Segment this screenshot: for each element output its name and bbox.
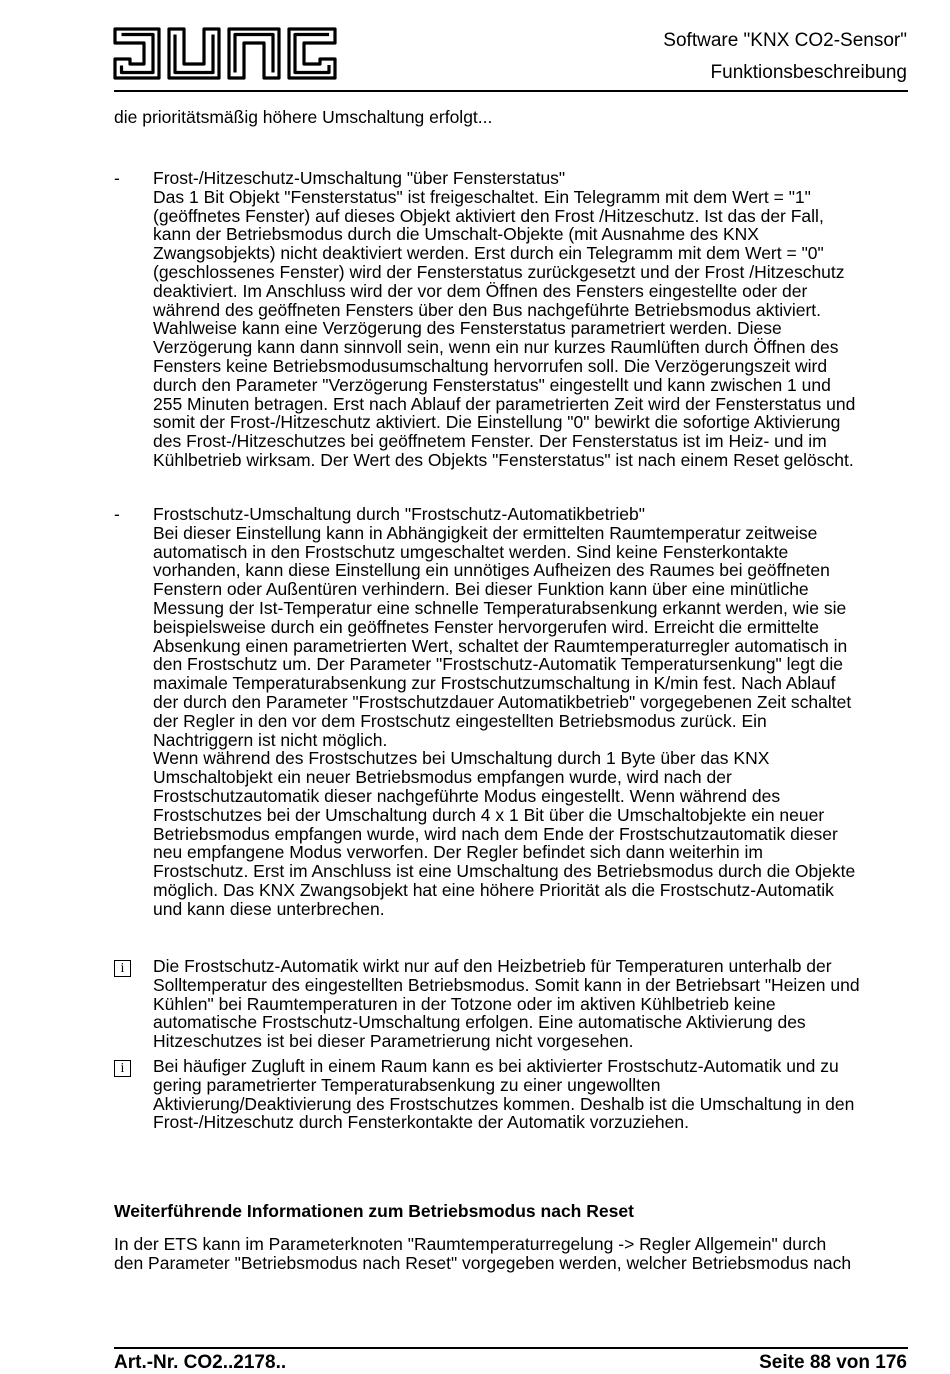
text-line: In der ETS kann im Parameterknoten "Raumtemperaturregelung -> Regler Allgemein" durch (114, 1234, 827, 1254)
text-line: Solltemperatur des eingestellten Betriebsmodus. Somit kann in der Betriebsart "Heizen und (153, 974, 860, 995)
text-line: Frostschutzes bei der Umschaltung durch 4 x 1 Bit über die Umschaltobjekte ein neuer (153, 804, 825, 825)
item-2-text (153, 505, 855, 919)
text-line: Fensters keine Betriebsmodusumschaltung hervorrufen soll. Die Verzögerungszeit wird (153, 355, 828, 376)
text-line: gering parametrierter Temperaturabsenkung zu einer ungewollten (153, 1074, 661, 1095)
text-line: den Frostschutz um. Der Parameter "Frostschutz-Automatik Temperatursenkung" legt die (153, 654, 844, 675)
document-title: Software "KNX CO2-Sensor" (663, 30, 907, 51)
text-line: Messung der Ist-Temperatur eine schnelle Temperaturabsenkung erkannt werden, wie sie (153, 597, 847, 618)
text-line: und kann diese unterbrechen. (153, 898, 385, 919)
text-line: neu empfangene Modus verworfen. Der Regler befindet sich dann weiterhin im (153, 842, 763, 863)
bullet-dash: - (114, 168, 120, 188)
text-line: Wenn während des Frostschutzes bei Umschaltung durch 1 Byte über das KNX (153, 748, 770, 769)
text-line: automatisch in den Frostschutz umgeschaltet werden. Sind keine Fensterkontakte (153, 541, 789, 562)
note-1-text (153, 957, 860, 1051)
section-heading: Weiterführende Informationen zum Betriebsmodus nach Reset (114, 1201, 634, 1221)
text-line: maximale Temperaturabsenkung zur Frostschutzumschaltung in K/min fest. Nach Ablauf (153, 673, 836, 694)
text-line: während des geöffneten Fensters über den Bus nachgeführte Betriebsmodus aktiviert. (153, 299, 821, 320)
info-icon: i (114, 1060, 131, 1077)
text-line: somit der Frost-/Hitzeschutz aktiviert. Die Einstellung "0" bewirkt die sofortige Aktivierung (153, 412, 841, 433)
text-line: der Regler in den vor dem Frostschutz eingestellten Betriebsmodus zurück. Ein (153, 710, 767, 731)
jung-logo (113, 26, 337, 81)
text-line: Umschaltobjekt ein neuer Betriebsmodus empfangen wurde, wird nach der (153, 767, 732, 788)
text-line: kann der Betriebsmodus durch die Umschalt-Objekte (mit Ausnahme des KNX (153, 224, 759, 245)
text-line: Kühlbetrieb wirksam. Der Wert des Objekts "Fensterstatus" ist nach einem Reset gelöscht. (153, 449, 854, 470)
text-line: (geschlossenes Fenster) wird der Fensterstatus zurückgesetzt und der Frost /Hitzeschutz (153, 261, 845, 282)
text-line: Nachtriggern ist nicht möglich. (153, 729, 388, 750)
text-line: Die Frostschutz-Automatik wirkt nur auf den Heizbetrieb für Temperaturen unterhalb der (153, 956, 832, 976)
header-rule (114, 90, 908, 92)
text-line: Bei dieser Einstellung kann in Abhängigkeit der ermittelten Raumtemperatur zeitweise (153, 522, 818, 543)
text-line: des Frost-/Hitzeschutzes bei geöffnetem Fenster. Der Fensterstatus ist im Heiz- und im (153, 431, 827, 452)
section-text (114, 1235, 851, 1273)
text-line: 255 Minuten betragen. Erst nach Ablauf der parametrierten Zeit wird der Fensterstatus und (153, 393, 856, 414)
text-line: Bei häufiger Zugluft in einem Raum kann es bei aktivierter Frostschutz-Automatik und zu (153, 1056, 839, 1076)
text-line: möglich. Das KNX Zwangsobjekt hat eine höhere Priorität als die Frostschutz-Automatik (153, 879, 834, 900)
text-line: Absenkung einen parametrierten Wert, schaltet der Raumtemperaturregler automatisch in (153, 635, 848, 656)
text-line: deaktiviert. Im Anschluss wird der vor dem Öffnen des Fensters eingestellte oder der (153, 280, 808, 301)
text-line: Wahlweise kann eine Verzögerung des Fensterstatus parametriert werden. Diese (153, 318, 782, 339)
text-line: Frostschutz. Erst im Anschluss ist eine Umschaltung des Betriebsmodus durch die Objekte (153, 861, 856, 882)
text-line: Aktivierung/Deaktivierung des Frostschutzes kommen. Deshalb ist die Umschaltung in den (153, 1093, 855, 1114)
footer-rule (114, 1347, 908, 1349)
text-line: (geöffnetes Fenster) auf dieses Objekt aktiviert den Frost /Hitzeschutz. Ist das der Fall, (153, 205, 824, 226)
note-2-text (153, 1057, 854, 1132)
bullet-dash: - (114, 504, 120, 524)
text-line: Das 1 Bit Objekt "Fensterstatus" ist freigeschaltet. Ein Telegramm mit dem Wert = "1" (153, 186, 811, 207)
text-line: der durch den Parameter "Frostschutzdauer Automatikbetrieb" vorgegebenen Zeit schaltet (153, 691, 852, 712)
text-line: Hitzeschutzes ist bei dieser Parametrierung nicht vorgesehen. (153, 1031, 634, 1052)
text-line: Kühlen" bei Raumtemperaturen in der Totzone oder im aktiven Kühlbetrieb keine (153, 993, 776, 1014)
text-line: Zwangsobjekts) nicht deaktiviert werden. Erst durch ein Telegramm mit dem Wert = "0" (153, 243, 824, 264)
article-number: Art.-Nr. CO2..2178.. (114, 1352, 287, 1373)
text-line: vorhanden, kann diese Einstellung ein unnötiges Aufheizen des Raumes bei geöffneten (153, 560, 830, 581)
text-line: durch den Parameter "Verzögerung Fensterstatus" eingestellt und kann zwischen 1 und (153, 374, 831, 395)
text-line: Betriebsmodus empfangen wurde, wird nach dem Ende der Frostschutzautomatik dieser (153, 823, 838, 844)
text-line: automatische Frostschutz-Umschaltung erfolgen. Eine automatische Aktivierung des (153, 1012, 806, 1033)
item-1-title: Frost-/Hitzeschutz-Umschaltung "über Fensterstatus" (153, 168, 566, 188)
item-2-title: Frostschutz-Umschaltung durch "Frostschutz-Automatikbetrieb" (153, 504, 645, 524)
intro-line: die prioritätsmäßig höhere Umschaltung erfolgt... (114, 107, 493, 127)
item-1-text (153, 169, 855, 470)
text-line: den Parameter "Betriebsmodus nach Reset" vorgegeben werden, welcher Betriebsmodus nach (114, 1252, 852, 1273)
text-line: Frost-/Hitzeschutz durch Fensterkontakte der Automatik vorzuziehen. (153, 1112, 689, 1133)
text-line: Fenstern oder Außentüren verhindern. Bei dieser Funktion kann über eine minütliche (153, 579, 809, 600)
info-icon: i (114, 960, 131, 977)
text-line: Frostschutzautomatik dieser nachgeführte Modus eingestellt. Wenn während des (153, 785, 781, 806)
text-line: Verzögerung kann dann sinnvoll sein, wenn ein nur kurzes Raumlüften durch Öffnen des (153, 337, 839, 358)
text-line: beispielsweise durch ein geöffnetes Fenster hervorgerufen wird. Erreicht die ermittelte (153, 616, 819, 637)
document-subtitle: Funktionsbeschreibung (710, 62, 907, 83)
page-number: Seite 88 von 176 (759, 1352, 907, 1373)
